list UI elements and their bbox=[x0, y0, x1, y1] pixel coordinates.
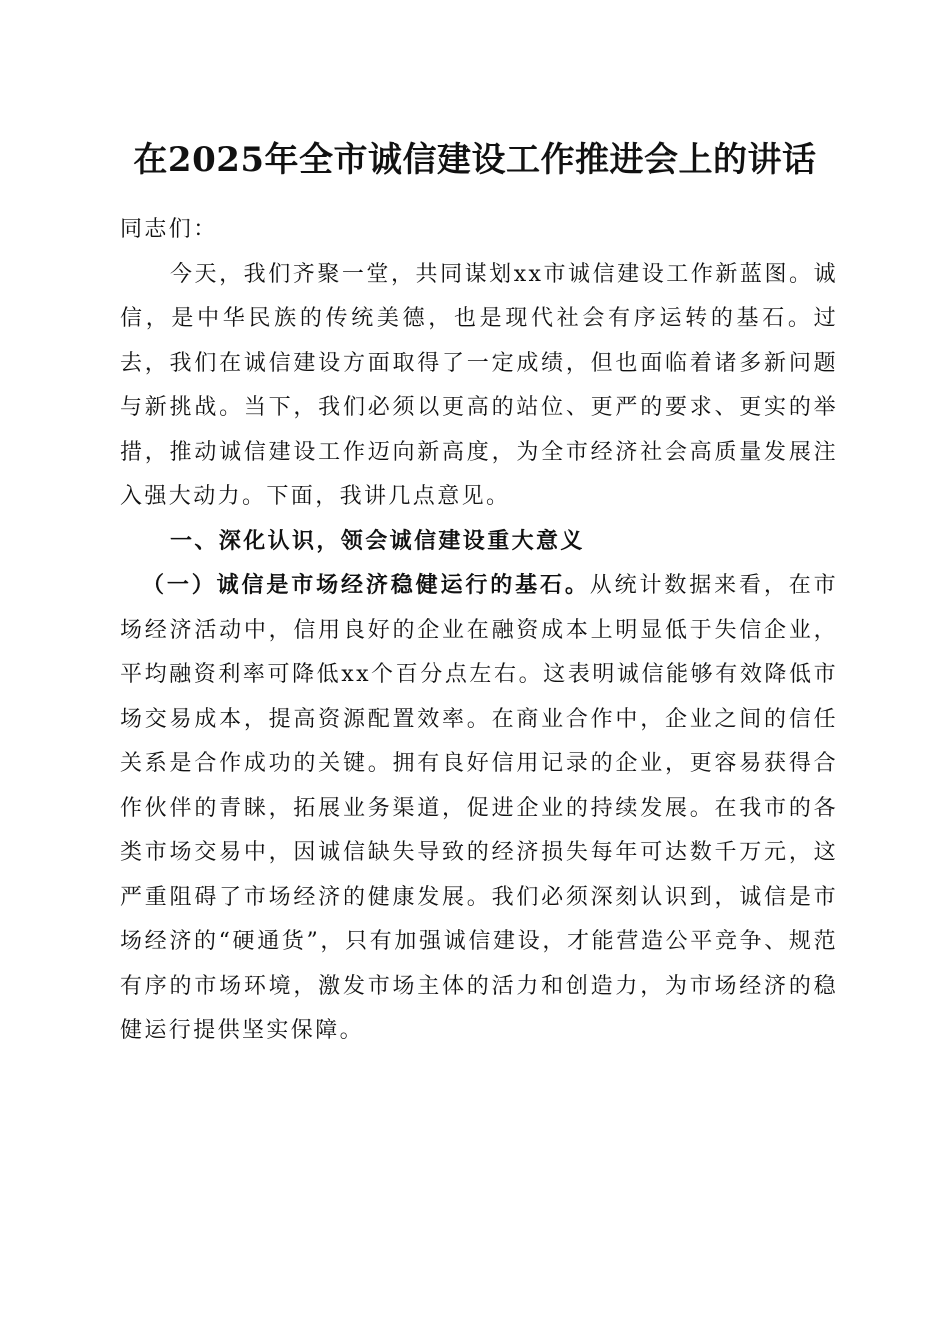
intro-paragraph: 今天，我们齐聚一堂，共同谋划xx市诚信建设工作新蓝图。诚信，是中华民族的传统美德，也是现代社会有序运转的基石。过去，我们在诚信建设方面取得了一定成绩，但也面临着诸多新问题与新挑战。当下，我们必须以更高的站位、更严的要求、更实的举措，推动诚信建设工作迈向新高度，为全市经济社会高质量发展注入强大动力。下面，我讲几点意见。 bbox=[120, 261, 838, 509]
subsection-paragraph bbox=[120, 564, 838, 1054]
subsection-text: 从统计数据来看，在市场经济活动中，信用良好的企业在融资成本上明显低于失信企业，平均融资利率可降低xx个百分点左右。这表明诚信能够有效降低市场交易成本，提高资源配置效率。在商业合作中，企业之间的信任关系是合作成功的关键。拥有良好信用记录的企业，更容易获得合作伙伴的青睐，拓展业务渠道，促进企业的持续发展。在我市的各类市场交易中，因诚信缺失导致的经济损失每年可达数千万元，这严重阻碍了市场经济的健康发展。我们必须深刻认识到，诚信是市场经济的“硬通货”，只有加强诚信建设，才能营造公平竞争、规范有序的市场环境，激发市场主体的活力和创造力，为市场经济的稳健运行提供坚实保障。 bbox=[120, 573, 838, 1043]
document-body bbox=[120, 208, 838, 1054]
salutation: 同志们： bbox=[120, 217, 218, 242]
subsection-label: （一）诚信是市场经济稳健运行的基石。 bbox=[142, 573, 590, 598]
section-heading: 一、深化认识，领会诚信建设重大意义 bbox=[170, 528, 585, 554]
document-title: 在2025年全市诚信建设工作推进会上的讲话 bbox=[133, 140, 817, 180]
